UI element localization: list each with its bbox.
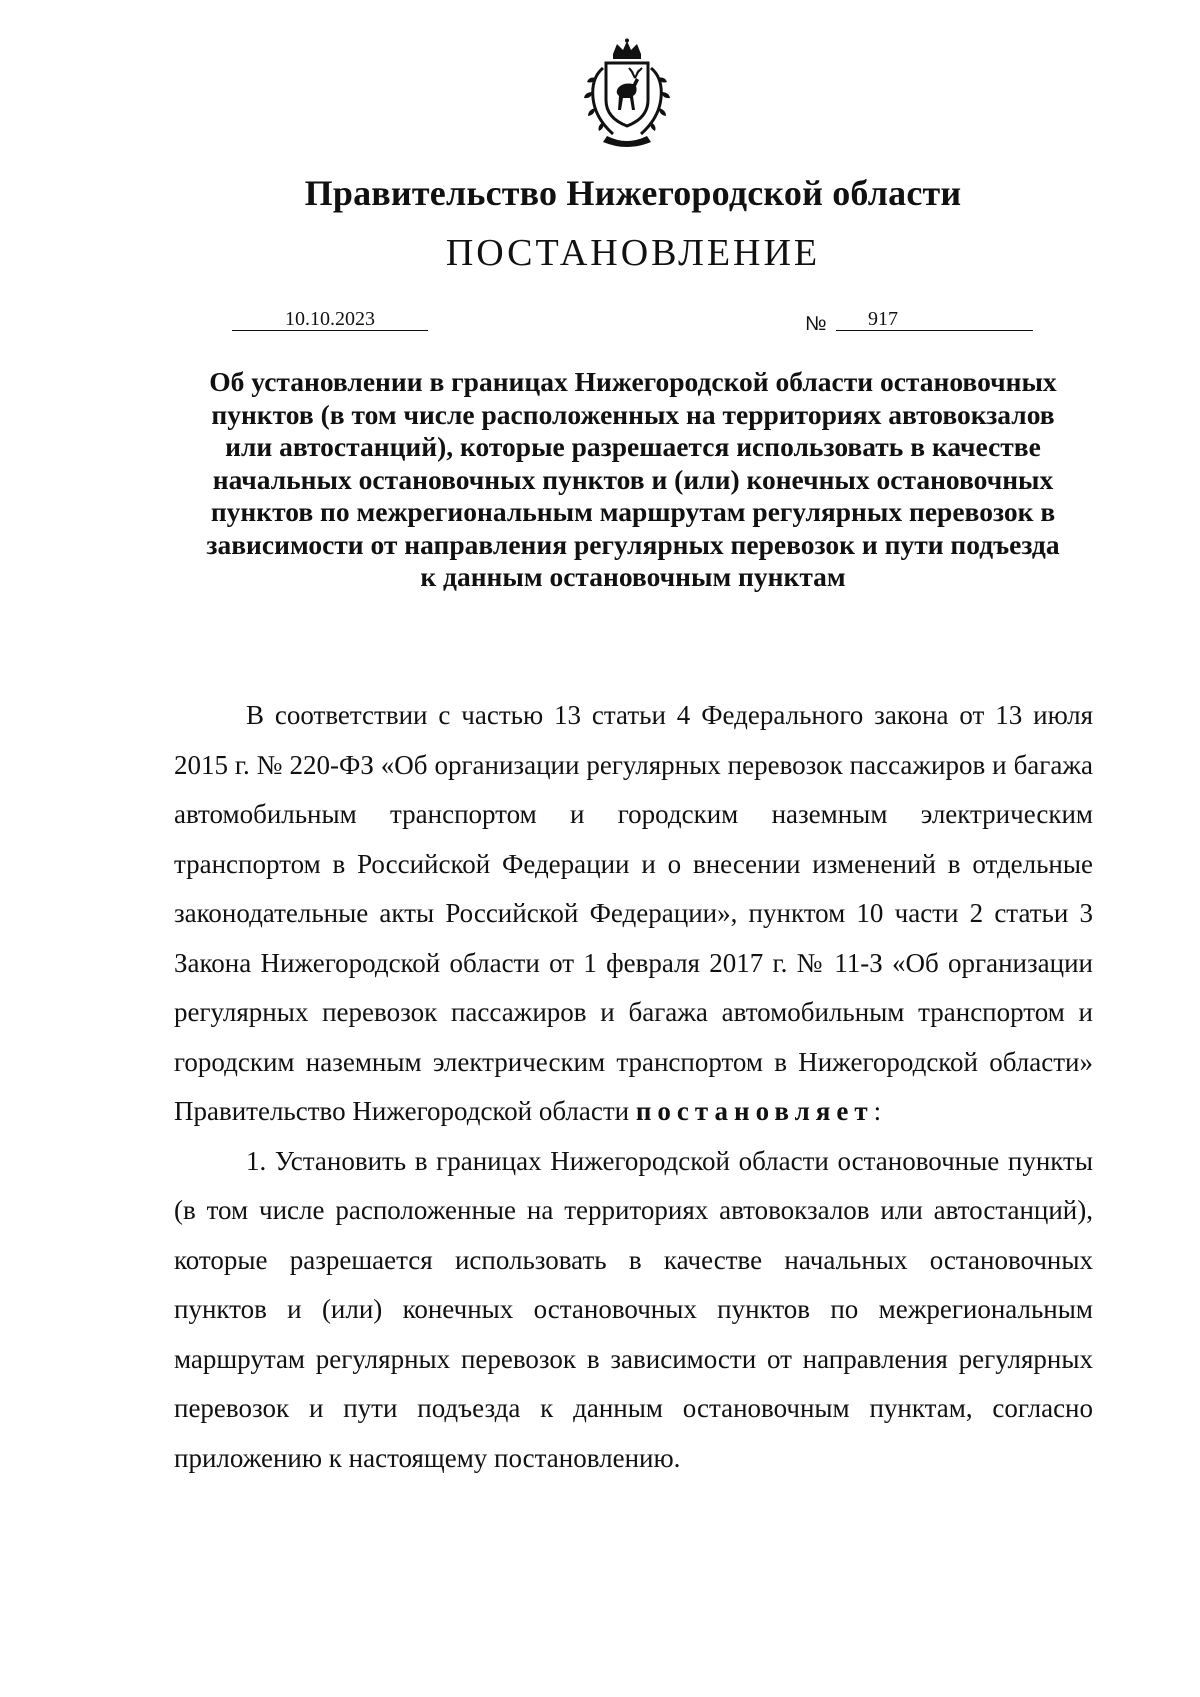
document-date: 10.10.2023	[285, 308, 375, 330]
document-body	[174, 691, 1093, 1483]
nizhny-novgorod-coat-of-arms-icon	[573, 38, 681, 150]
government-title: Правительство Нижегородской области	[304, 173, 962, 213]
preamble-paragraph	[174, 691, 1093, 1137]
decree-colon: :	[873, 1096, 882, 1126]
document-type: ПОСТАНОВЛЕНИЕ	[445, 232, 821, 274]
preamble-text: В соответствии с частью 13 статьи 4 Федерального закона от 13 июля 2015 г. № 220-ФЗ «Об организации регулярных перевозок пассажиров и багажа автомобильным транспортом и городским наземным электрическим транспортом в Российской Федерации и о внесении изменений в отдельные законодательные акты Российской Федерации», пунктом 10 части 2 статьи 3 Закона Нижегородской области от 1 февраля 2017 г. № 11-З «Об организации регулярных перевозок пассажиров и багажа автомобильным транспортом и городским наземным электрическим транспортом в Нижегородской области» Правительство Нижегородской области	[174, 700, 1093, 1126]
date-underline	[232, 330, 428, 331]
number-underline	[836, 330, 1033, 331]
document-number: 917	[868, 308, 898, 330]
decree-word: постановляет	[635, 1096, 874, 1126]
document-subject: Об установлении в границах Нижегородской области остановочных пунктов (в том числе расположенных на территориях автовокзалов или автостанций), которые разрешается использовать в качестве начальных остановочных пунктов и (или) конечных остановочных пунктов по межрегиональным маршрутам регулярных перевозок в зависимости от направления регулярных перевозок и пути подъезда к данным остановочным пунктам	[206, 366, 1060, 592]
number-sign: №	[805, 313, 827, 335]
item-1-paragraph: 1. Установить в границах Нижегородской области остановочные пункты (в том числе расположенные на территориях автовокзалов или автостанций), которые разрешается использовать в качестве начальных остановочных пунктов и (или) конечных остановочных пунктов по межрегиональным маршрутам регулярных перевозок в зависимости от направления регулярных перевозок и пути подъезда к данным остановочным пунктам, согласно приложению к настоящему постановлению.	[174, 1145, 1093, 1473]
